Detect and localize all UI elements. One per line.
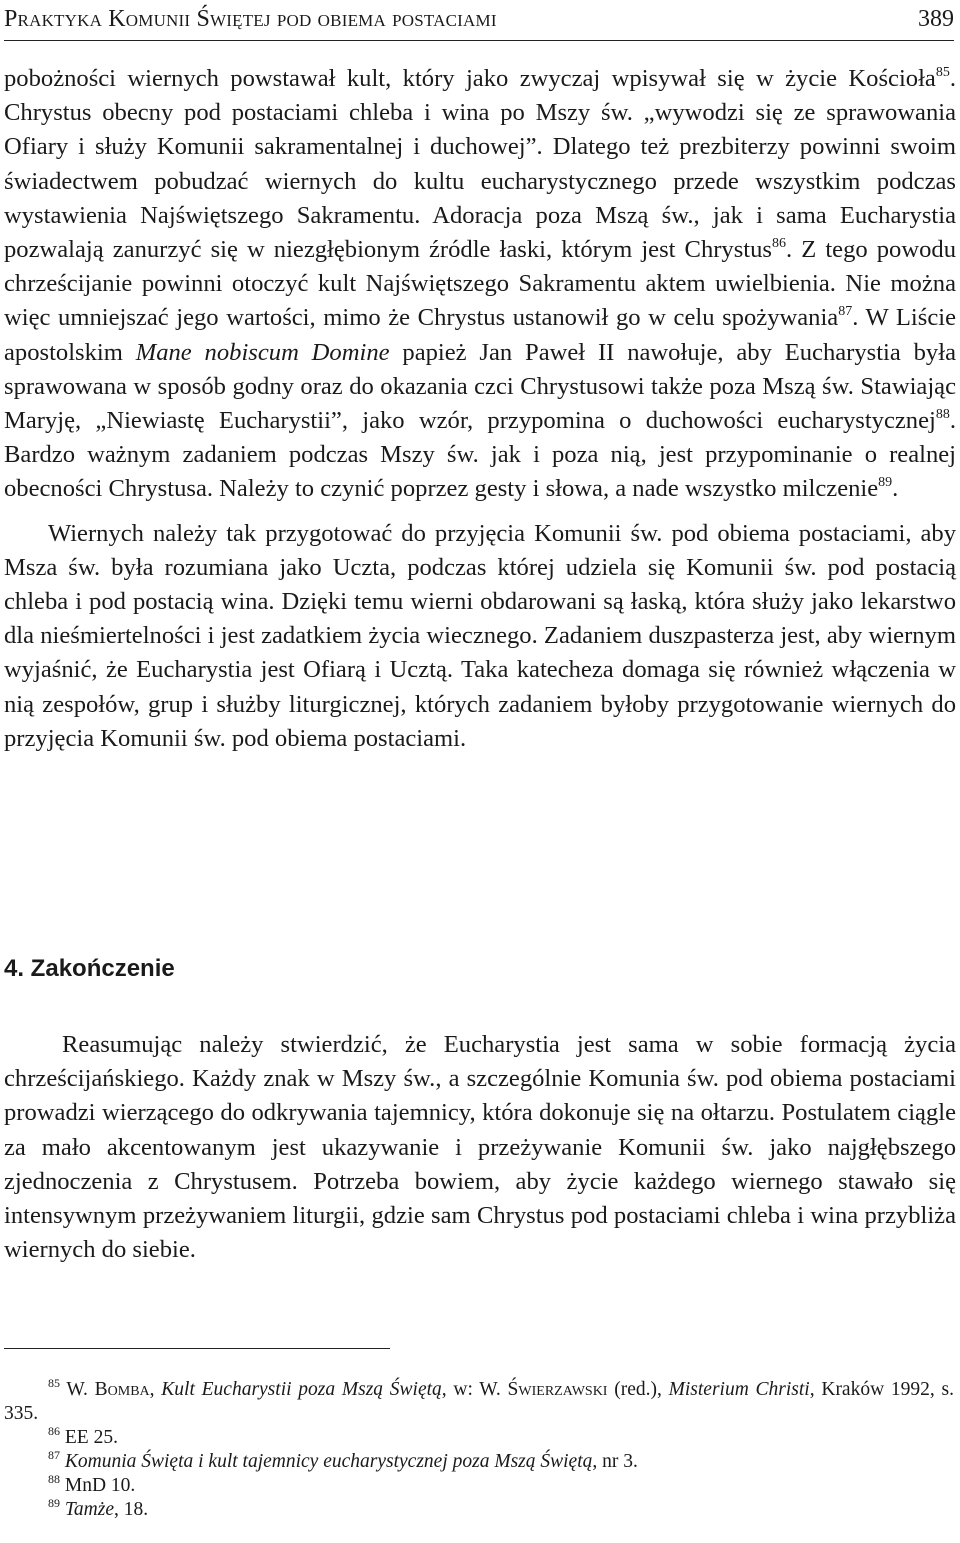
text-run: . Z tego powodu chrześcijanie powinni otoczyć kult Najświętszego Sakramentu aktem uwielbienia. Nie można więc umniejszać jego wartości, mimo że Chrystus ustanowił go w celu spożywania: [4, 236, 956, 332]
text-run: papież Jan Paweł II nawołuje, aby Eucharystia była sprawowana w sposób godny oraz do okazania czci Chrystusowi także poza Mszą św. Stawiając Maryję, „Niewiastę Eucharystii”, jako wzór, przypomina o duchowości eucharystycznej: [4, 338, 956, 435]
footnote-number: 86: [48, 1424, 60, 1438]
text-run: pobożności wiernych powstawał kult, który jako zwyczaj wpisywał się w życie Kościoła: [4, 65, 936, 92]
running-head-title: Praktyka Komunii Świętej pod obiema postaciami: [4, 6, 497, 32]
text-run: EE 25.: [60, 1427, 118, 1448]
text-run: . Chrystus obecny pod postaciami chleba i wina po Mszy św. „wywodzi się ze sprawowania Ofiary i służy Komunii sakramentalnej i duchowej”. Dlatego też prezbiterzy powinni swoim świadectwem pobudzać wiernych do kultu eucharystycznego przede wszystkim podczas wystawienia Najświętszego Sakramentu. Adoracja poza Mszą św., jak i sama Eucharystia pozwalają zanurzyć się w niezgłębionym źródle łaski, którym jest Chrystus: [4, 65, 956, 264]
footnote-86: [4, 1426, 954, 1450]
footnote-ref-86[interactable]: 86: [772, 236, 787, 252]
paragraph-3: Reasumując należy stwierdzić, że Eucharystia jest sama w sobie formacją życia chrześcijańskiego. Każdy znak w Mszy św., a szczególnie Komunia św. pod obiema postaciami prowadzi wierzącego do odkrywania tajemnicy, która dokonuje się na ołtarzu. Postulatem ciągle za mało akcentowanym jest ukazywanie i przeżywanie Komunii św. jako najgłębszego zjednoczenia z Chrystusem. Potrzeba bowiem, aby życie każdego wiernego stawało się intensywnym przeżywaniem liturgii, gdzie sam Chrystus pod postaciami chleba i wina przybliża wiernych do siebie.: [4, 1031, 956, 1264]
text-run: , 18.: [114, 1499, 149, 1520]
text-run: W.: [60, 1379, 95, 1400]
page-number: 389: [918, 6, 954, 32]
footnote-number: 85: [48, 1376, 60, 1390]
text-run: , nr 3.: [592, 1451, 638, 1472]
text-run: ,: [149, 1379, 162, 1400]
footnote-number: 89: [48, 1496, 60, 1510]
footnote-rule: [4, 1348, 390, 1349]
footnote-ref-88[interactable]: 88: [935, 407, 950, 423]
text-run: . W Liście apostolskim: [4, 304, 956, 366]
text-run: (red.),: [607, 1379, 669, 1400]
footnote-89: [4, 1498, 954, 1522]
paragraph-1: [4, 62, 956, 507]
author-name: Świerzawski: [507, 1379, 608, 1400]
footnote-87: [4, 1450, 954, 1474]
paragraph-2: Wiernych należy tak przygotować do przyjęcia Komunii św. pod obiema postaciami, aby Msza św. była rozumiana jako Uczta, podczas której udziela się Komunii św. pod postacią chleba i pod postacią wina. Dzięki temu wierni obdarowani są łaską, która służy jako lekarstwo dla nieśmiertelności i jest zadatkiem życia wiecznego. Zadaniem duszpasterza jest, aby wiernym wyjaśnić, że Eucharystia jest Ofiarą i Ucztą. Taka katecheza domaga się również włączenia w nią zespołów, grup i służby liturgicznej, których zadaniem byłoby przygotowanie wiernych do przyjęcia Komunii św. pod obiema postaciami.: [4, 519, 956, 752]
italic-title: Komunia Święta i kult tajemnicy eucharystycznej poza Mszą Świętą: [60, 1451, 593, 1472]
italic-title: Misterium Christi: [668, 1379, 810, 1400]
text-run: . Bardzo ważnym zadaniem podczas Mszy św. jak i poza nią, jest przypominanie o realnej obecności Chrystusa. Należy to czynić poprzez gesty i słowa, a nade wszystko milczenie: [4, 407, 956, 503]
footnote-number: 87: [48, 1448, 60, 1462]
section-heading: 4. Zakończenie: [4, 955, 175, 982]
footnotes: [4, 1378, 954, 1522]
italic-title: Mane nobiscum Domine: [135, 338, 390, 366]
text-run: MnD 10.: [60, 1475, 136, 1496]
text-run: , Kraków 1992, s. 335.: [4, 1379, 955, 1424]
section-body: [4, 1028, 956, 1267]
body-text: [4, 62, 956, 756]
text-run: , w: W.: [441, 1379, 508, 1400]
text-run: .: [892, 475, 899, 503]
footnote-88: [4, 1474, 954, 1498]
running-head: [4, 4, 954, 41]
paragraph-gap: [4, 507, 956, 517]
footnote-number: 88: [48, 1472, 60, 1486]
footnote-ref-85[interactable]: 85: [935, 65, 950, 80]
italic-title: Tamże: [60, 1499, 115, 1520]
footnote-ref-89[interactable]: 89: [878, 475, 893, 491]
footnote-ref-87[interactable]: 87: [838, 304, 853, 320]
author-name: Bomba: [94, 1379, 150, 1400]
italic-title: Kult Eucharystii poza Mszą Świętą: [161, 1379, 442, 1400]
footnote-85: [4, 1378, 954, 1426]
